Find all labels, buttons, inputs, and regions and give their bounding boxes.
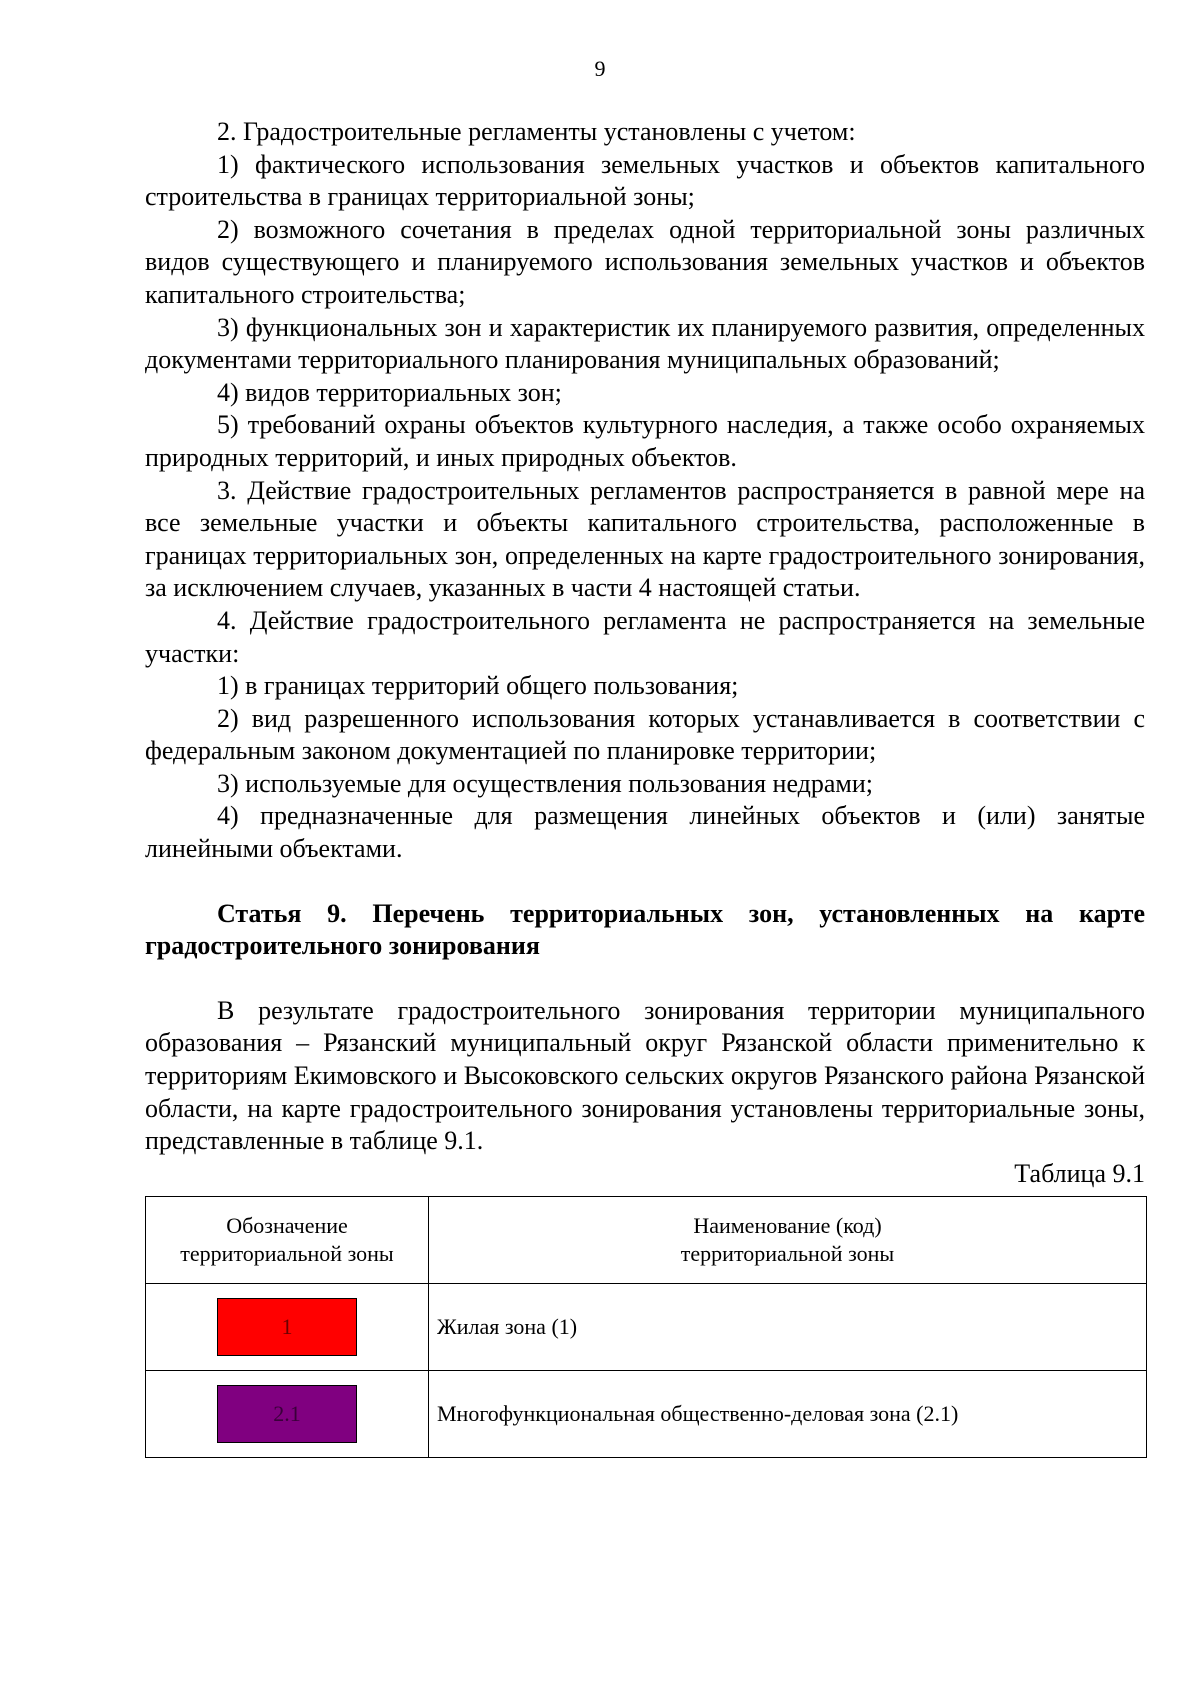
- zone-swatch: 1: [217, 1298, 357, 1356]
- paragraph: 2. Градостроительные регламенты установлены с учетом:: [217, 117, 856, 146]
- paragraph: 2) возможного сочетания в пределах одной территориальной зоны различных видов существующего и планируемого использования земельных участков и объектов капитального строительства;: [145, 214, 1145, 309]
- header-designation: Обозначение территориальной зоны: [146, 1197, 429, 1284]
- zone-swatch: 2.1: [217, 1385, 357, 1443]
- zone-code-cell: [146, 1284, 429, 1371]
- paragraph: 3) используемые для осуществления пользования недрами;: [217, 768, 874, 798]
- paragraph: 4) видов территориальных зон;: [217, 377, 562, 407]
- table-row: [146, 1371, 1147, 1458]
- paragraph: 5) требований охраны объектов культурного наследия, а также особо охраняемых природных территорий, и иных природных объектов.: [145, 410, 1145, 472]
- zones-table: [145, 1196, 1147, 1458]
- header-name-line1: Наименование (код): [693, 1213, 882, 1239]
- paragraph: 3. Действие градостроительных регламентов распространяется в равной мере на все земельные участки и объекты капитального строительства, расположенные в границах территориальных зон, определенных на карте градостроительного зонирования, за исключением случаев, указанных в части 4 настоящей статьи.: [145, 475, 1145, 603]
- header-name-line2: территориальной зоны: [680, 1241, 895, 1267]
- table-header-row: [146, 1197, 1147, 1284]
- paragraph: 4. Действие градостроительного регламента не распространяется на земельные участки:: [145, 605, 1145, 668]
- table-caption: Таблица 9.1: [1014, 1158, 1145, 1188]
- article-heading: Статья 9. Перечень территориальных зон, установленных на карте градостроительного зонирования: [145, 898, 1145, 961]
- page-number: 9: [594, 56, 606, 81]
- paragraph: 2) вид разрешенного использования которых устанавливается в соответствии с федеральным законом документацией по планировке территории;: [145, 703, 1145, 766]
- paragraph: 1) в границах территорий общего пользования;: [217, 671, 739, 701]
- paragraph: 4) предназначенные для размещения линейных объектов и (или) занятые линейными объектами.: [145, 801, 1145, 864]
- article-paragraph: В результате градостроительного зонирования территории муниципального образования – Рязанский муниципальный округ Рязанской области применительно к территориям Екимовского и Высоковского сельских округов Рязанского района Рязанской области, на карте градостроительного зонирования установлены территориальные зоны, представленные в таблице 9.1.: [145, 995, 1145, 1156]
- zone-name: Многофункциональная общественно-деловая зона (2.1): [429, 1371, 1147, 1458]
- document-body: [145, 116, 1145, 1458]
- paragraph: 3) функциональных зон и характеристик их планируемого развития, определенных документами территориального планирования муниципальных образований;: [145, 312, 1145, 375]
- header-name: [429, 1197, 1147, 1284]
- zone-name: Жилая зона (1): [429, 1284, 1147, 1371]
- zone-code-cell: [146, 1371, 429, 1458]
- paragraph: 1) фактического использования земельных участков и объектов капитального строительства в границах территориальной зоны;: [145, 149, 1145, 212]
- table-row: [146, 1284, 1147, 1371]
